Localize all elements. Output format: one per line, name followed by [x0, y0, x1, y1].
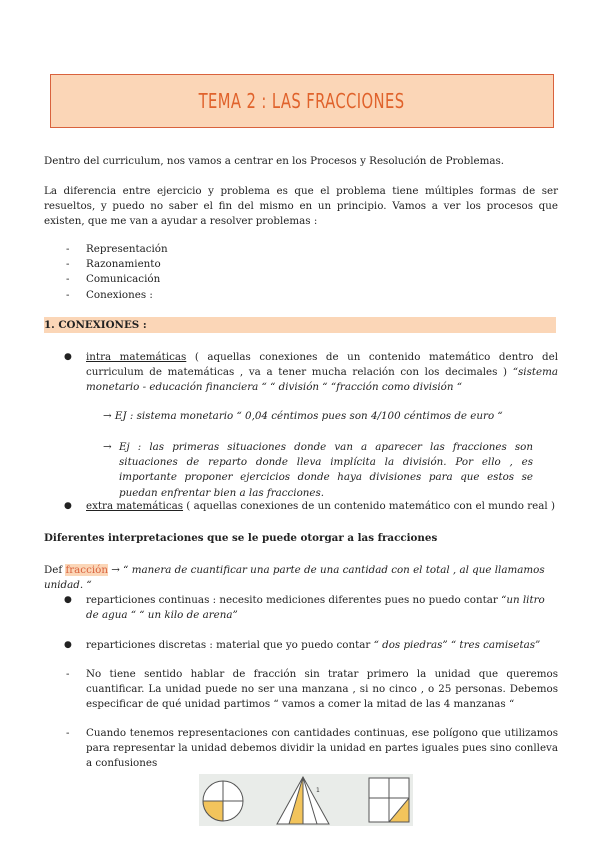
list-item: - Comunicación: [66, 273, 161, 286]
bullet-icon: ●: [64, 640, 72, 650]
dash-marker: -: [66, 727, 70, 739]
triangle-figure: [277, 777, 329, 824]
list-item: - Conexiones :: [66, 288, 153, 301]
difference-paragraph: La diferencia entre ejercicio y problema es que el problema tiene múltiples formas de ser resueltos, y puedo no saber el fin del mismo en un principio. Vamos a ver los procesos que existen, que me van a ayudar a resolver problemas :: [44, 185, 558, 228]
title-box: [50, 74, 554, 128]
figure-label: 1: [316, 787, 320, 794]
discrete-item: reparticiones discretas : material que yo puedo contar “ dos piedras” “ tres camisetas”: [86, 639, 541, 651]
dash-marker: -: [66, 668, 70, 680]
square-figure: [369, 778, 409, 822]
process-list: [66, 242, 168, 303]
intra-paragraph: intra matemáticas ( aquellas conexiones de un contenido matemático dentro del curriculum de matemáticas , va a tener mucha relación con los decimales ) “sistema monetario - educación financiera “ “ división “ “fracción como división “: [86, 351, 558, 394]
arrow-icon: →: [103, 441, 112, 453]
list-item: - Representación: [66, 243, 168, 255]
bullet-icon: ●: [64, 352, 72, 362]
circle-quarters-figure: [203, 781, 243, 821]
definition: Def fracción → “ manera de cuantificar una parte de una cantidad con el total , al que llamamos unidad. “: [44, 564, 545, 592]
example-2: → Ej : las primeras situaciones donde van a aparecer las fracciones son situaciones de reparto donde lleva implícita la división. Por ello , es importante proponer ejercicios donde haya divisiones para que estos se puedan enfrentar bien a las fracciones.: [103, 440, 533, 501]
section-heading-conexiones: 1. CONEXIONES :: [44, 317, 556, 333]
bullet-icon: ●: [64, 595, 72, 605]
continuous-item: reparticiones continuas : necesito mediciones diferentes pues no puedo contar “un litro de agua “ “ un kilo de arena”: [86, 594, 545, 622]
arrow-icon: →: [103, 410, 112, 422]
intro-paragraph: Dentro del curriculum, nos vamos a centrar en los Procesos y Resolución de Problemas.: [44, 155, 505, 167]
bullet-icon: ●: [64, 501, 72, 511]
example-1: → EJ : sistema monetario “ 0,04 céntimos pues son 4/100 céntimos de euro “: [103, 410, 503, 422]
extra-term: extra matemáticas: [86, 500, 184, 512]
intra-term: intra matemáticas: [86, 351, 187, 363]
fraction-figures: [199, 774, 413, 826]
unit-paragraph: No tiene sentido hablar de fracción sin tratar primero la unidad que queremos cuantificar. La unidad puede no ser una manzana , si no cinco , o 25 personas. Debemos especificar de qué unidad partimos “ vamos a comer la mitad de las 4 manzanas “: [86, 668, 558, 711]
definition-term: fracción: [65, 564, 108, 576]
interpretations-heading: Diferentes interpretaciones que se le puede otorgar a las fracciones: [44, 532, 438, 544]
list-item: - Razonamiento: [66, 258, 161, 271]
extra-paragraph: extra matemáticas ( aquellas conexiones de un contenido matemático con el mundo real ): [86, 500, 555, 512]
continuous-paragraph: Cuando tenemos representaciones con cantidades continuas, ese polígono que utilizamos para representar la unidad debemos dividir la unidad en partes iguales pues sino conlleva a confusiones: [86, 727, 558, 770]
fraction-figures-svg: [199, 774, 413, 826]
page-title: TEMA 2 : LAS FRACCIONES: [199, 89, 405, 113]
